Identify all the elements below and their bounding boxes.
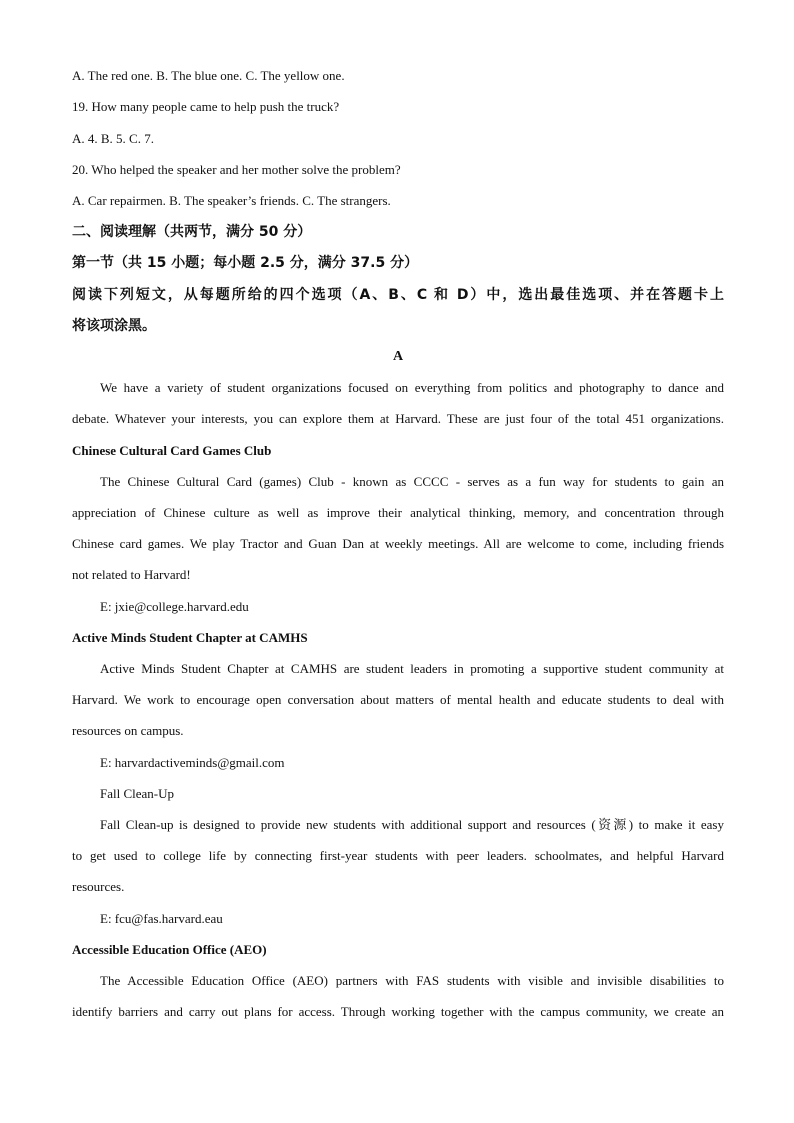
club-3-line-3: resources.	[72, 879, 125, 894]
club-4-title: Accessible Education Office (AEO)	[72, 942, 267, 957]
club-3-line-2: to get used to college life by connecting first-year students with peer leaders. schoolmates, and helpful Harvard	[72, 848, 724, 863]
club-2-email: E: harvardactiveminds@gmail.com	[100, 755, 285, 770]
club-2-title: Active Minds Student Chapter at CAMHS	[72, 630, 308, 645]
club-1-line-1: The Chinese Cultural Card (games) Club - known as CCCC - serves as a fun way for students to gain an	[100, 474, 724, 489]
instruction-line-2: 将该项涂黑。	[72, 318, 156, 334]
question-20: 20. Who helped the speaker and her mother solve the problem?	[72, 162, 401, 177]
club-1-line-2: appreciation of Chinese culture as well as improve their analytical thinking, memory, and concentration through	[72, 505, 724, 520]
question-20-options: A. Car repairmen. B. The speaker’s friends. C. The strangers.	[72, 193, 391, 208]
passage-label: A	[392, 349, 404, 364]
question-19-options: A. 4. B. 5. C. 7.	[72, 131, 154, 146]
club-1-email: E: jxie@college.harvard.edu	[100, 599, 249, 614]
club-4-line-2: identify barriers and carry out plans for access. Through working together with the campus community, we create an	[72, 1004, 724, 1019]
club-2-line-1: Active Minds Student Chapter at CAMHS are student leaders in promoting a supportive student community at	[100, 661, 724, 676]
instruction-line-1: 阅读下列短文，从每题所给的四个选项（A、B、C 和 D）中，选出最佳选项、并在答题卡上	[72, 287, 724, 303]
club-2-line-3: resources on campus.	[72, 723, 184, 738]
club-1-line-3: Chinese card games. We play Tractor and Guan Dan at weekly meetings. All are welcome to come, including friends	[72, 536, 724, 551]
club-1-title: Chinese Cultural Card Games Club	[72, 443, 272, 458]
question-19: 19. How many people came to help push the truck?	[72, 99, 340, 114]
club-3-line-1: Fall Clean-up is designed to provide new students with additional support and resources (资源) to make it easy	[100, 817, 724, 832]
intro-line-1: We have a variety of student organizations focused on everything from politics and photography to dance and	[100, 380, 724, 395]
club-2-line-2: Harvard. We work to encourage open conversation about matters of mental health and educate students to deal with	[72, 692, 724, 707]
question-18-options: A. The red one. B. The blue one. C. The yellow one.	[72, 68, 345, 83]
club-3-title: Fall Clean-Up	[100, 786, 175, 801]
section-2-title: 二、阅读理解（共两节，满分 50 分）	[72, 224, 312, 240]
intro-line-2: debate. Whatever your interests, you can explore them at Harvard. These are just four of the total 451 organizations.	[72, 411, 724, 426]
club-4-line-1: The Accessible Education Office (AEO) partners with FAS students with visible and invisible disabilities to	[100, 973, 724, 988]
club-3-email: E: fcu@fas.harvard.eau	[100, 911, 223, 926]
club-1-line-4: not related to Harvard!	[72, 567, 191, 582]
part-1-title: 第一节（共 15 小题；每小题 2.5 分，满分 37.5 分）	[72, 255, 419, 271]
